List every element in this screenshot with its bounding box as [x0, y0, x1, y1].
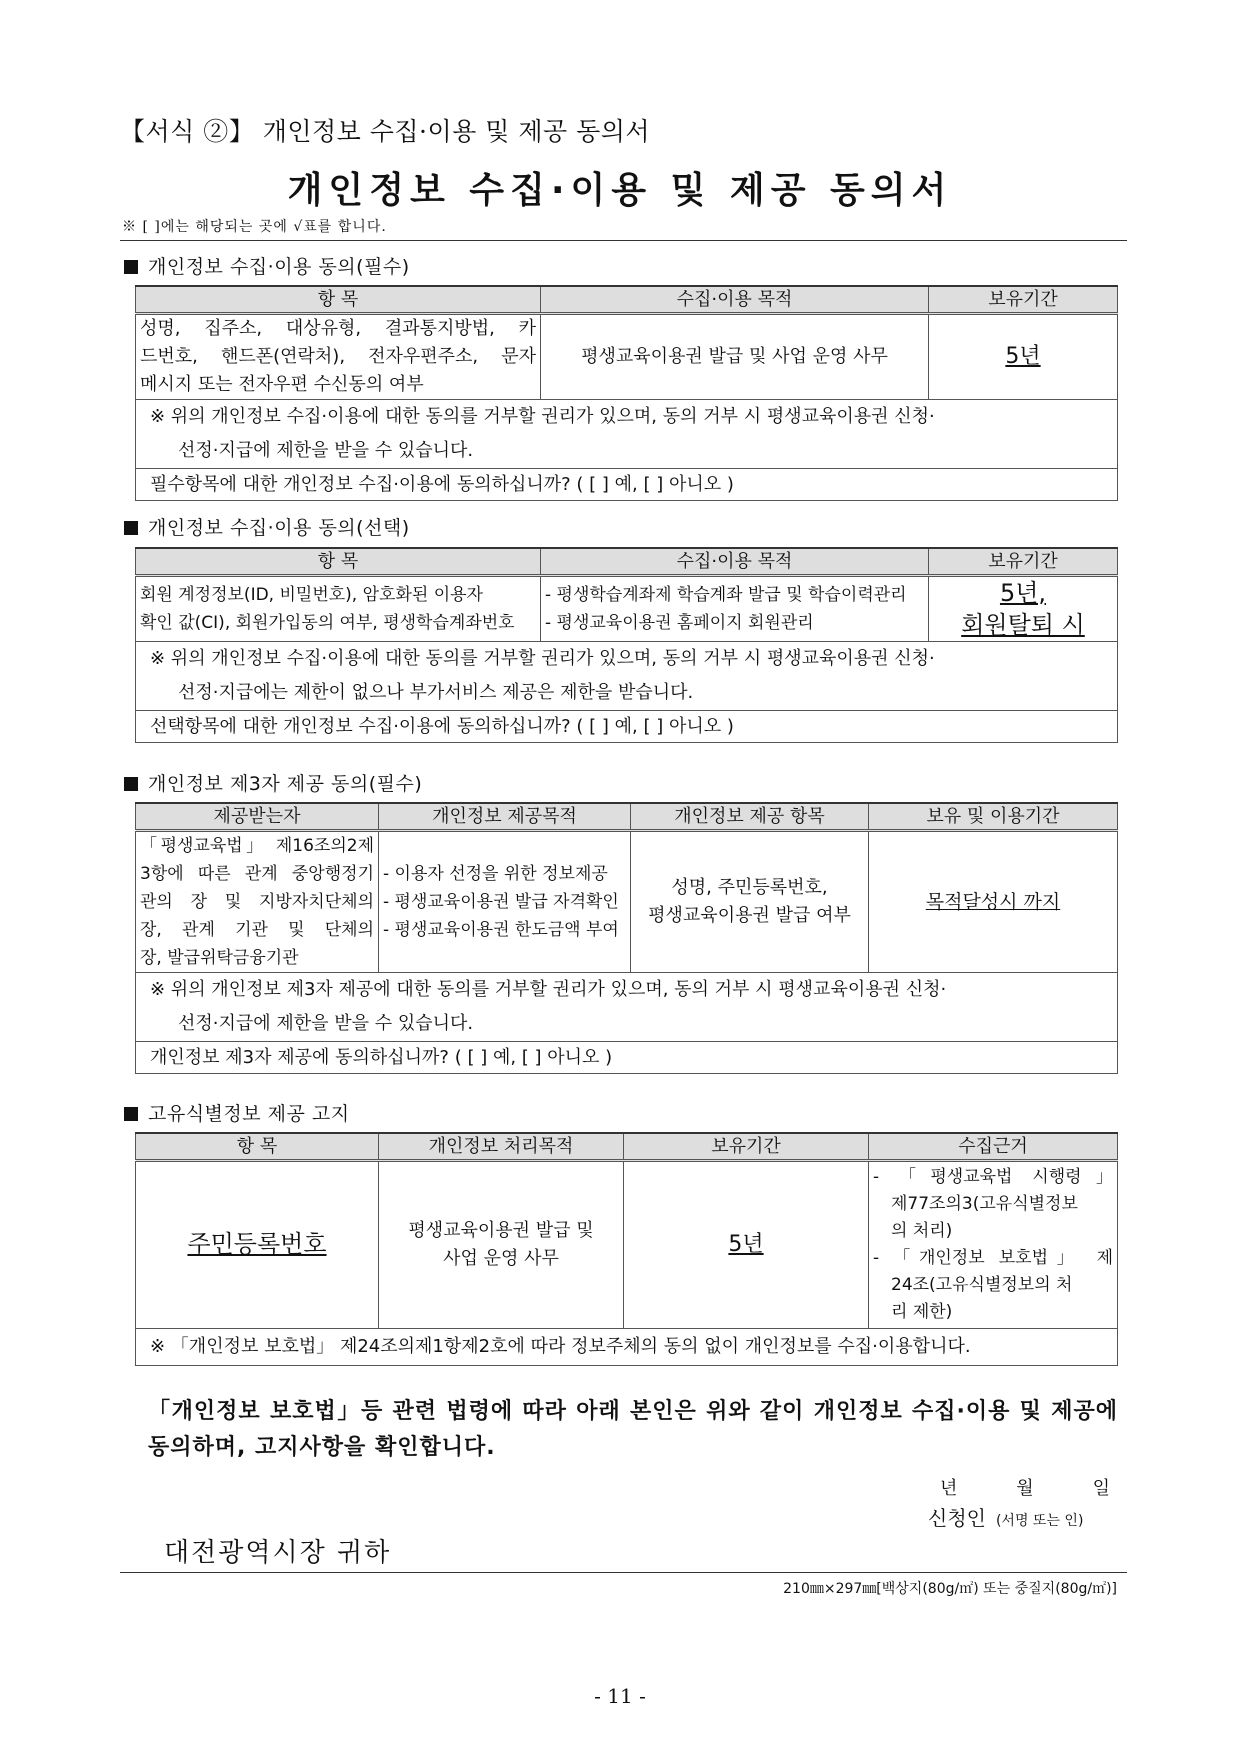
- unique-id-notice-table: [135, 1132, 1118, 1366]
- footer-divider: [120, 1572, 1127, 1573]
- required-collection-table: [135, 285, 1118, 501]
- item-line: 성명, 집주소, 대상유형, 결과통지방법, 카: [140, 318, 536, 339]
- consent-declaration: 「개인정보 보호법」등 관련 법령에 따라 아래 본인은 위와 같이 개인정보 수집·이용 및 제공에 동의하며, 고지사항을 확인합니다.: [148, 1399, 1118, 1460]
- paper-specification: 210㎜×297㎜[백상지(80g/㎡) 또는 중질지(80g/㎡)]: [783, 1581, 1117, 1597]
- notice-line: 선정·지급에 제한을 받을 수 있습니다.: [178, 1013, 474, 1034]
- col-header-period: 보유기간: [929, 286, 1118, 314]
- notice-line: 선정·지급에 제한을 받을 수 있습니다.: [178, 440, 474, 461]
- notice-line: ※ 위의 개인정보 수집·이용에 대한 동의를 거부할 권리가 있으며, 동의 거부 시 평생교육이용권 신청·: [150, 648, 935, 669]
- recipient-line: 장, 발급위탁금융기관: [140, 948, 299, 968]
- page-number: - 11 -: [594, 1684, 646, 1708]
- applicant-label: 신청인: [928, 1506, 986, 1530]
- item-line: 드번호, 핸드폰(연락처), 전자우편주소, 문자: [140, 346, 536, 367]
- collected-items-cell: [136, 576, 541, 642]
- item-line: 확인 값(CI), 회원가입동의 여부, 평생학습계좌번호: [140, 613, 515, 633]
- refusal-notice: [136, 973, 1118, 1042]
- basis-line: 제77조의3(고유식별정보: [891, 1194, 1078, 1214]
- col-header-recipient: 제공받는자: [136, 803, 379, 831]
- section-heading-required-collection: [124, 252, 410, 279]
- applicant-signature-line[interactable]: [928, 1502, 1083, 1531]
- purpose-cell: [379, 831, 631, 973]
- section-heading-text: 개인정보 제3자 제공 동의(필수): [148, 773, 423, 795]
- col-header-purpose: 개인정보 처리목적: [379, 1133, 624, 1161]
- col-header-purpose: 수집·이용 목적: [541, 286, 929, 314]
- square-bullet-icon: [124, 1107, 138, 1121]
- notice-line: 선정·지급에는 제한이 없으나 부가서비스 제공은 제한을 받습니다.: [178, 682, 694, 703]
- recipient-line: 관의 장 및 지방자치단체의: [140, 892, 374, 912]
- purpose-cell: [541, 576, 929, 642]
- recipient-line: 3항에 따른 관계 중앙행정기: [140, 864, 374, 884]
- recipient-line: 「평생교육법」 제16조의2제: [140, 836, 374, 856]
- refusal-notice: [136, 642, 1118, 711]
- col-header-item: 항 목: [136, 1133, 379, 1161]
- basis-line: - 「평생교육법 시행령」: [873, 1167, 1113, 1187]
- date-fields: [940, 1474, 1110, 1500]
- year-label[interactable]: 년: [940, 1478, 958, 1499]
- section-heading-text: 고유식별정보 제공 고지: [148, 1103, 350, 1125]
- section-heading-third-party: [124, 769, 422, 796]
- recipient-cell: [136, 831, 379, 973]
- recipient-line: 장, 관계 기관 및 단체의: [140, 920, 374, 940]
- section-heading-text: 개인정보 수집·이용 동의(필수): [148, 256, 410, 278]
- unique-id-item: 주민등록번호: [187, 1229, 327, 1258]
- optional-collection-table: [135, 547, 1118, 743]
- retention-period: 목적달성시 까지: [925, 890, 1061, 913]
- basis-line: 24조(고유식별정보의 처: [891, 1275, 1073, 1295]
- consent-question-third-party[interactable]: 개인정보 제3자 제공에 동의하십니까? ( [ ] 예, [ ] 아니오 ): [136, 1042, 1118, 1074]
- purpose-cell: [379, 1161, 624, 1329]
- signature-hint: (서명 또는 인): [995, 1513, 1084, 1529]
- col-header-items: 개인정보 제공 항목: [631, 803, 869, 831]
- basis-line: 리 제한): [891, 1302, 953, 1322]
- purpose-cell: 평생교육이용권 발급 및 사업 운영 사무: [541, 314, 929, 400]
- basis-line: 의 처리): [891, 1221, 953, 1241]
- purpose-line: - 평생교육이용권 한도금액 부여: [383, 920, 619, 940]
- form-label: 【서식 ②】 개인정보 수집·이용 및 제공 동의서: [120, 117, 651, 146]
- day-label[interactable]: 일: [1092, 1478, 1110, 1499]
- document-title: 개인정보 수집·이용 및 제공 동의서: [287, 170, 953, 211]
- col-header-period: 보유기간: [929, 548, 1118, 576]
- item-line: 메시지 또는 전자우편 수신동의 여부: [140, 374, 424, 395]
- col-header-item: 항 목: [136, 548, 541, 576]
- header-divider: [120, 240, 1127, 241]
- consent-question-required[interactable]: 필수항목에 대한 개인정보 수집·이용에 동의하십니까? ( [ ] 예, [ ] 아니오 ): [136, 469, 1118, 501]
- collected-items-cell: [136, 314, 541, 400]
- basis-line: - 「개인정보 보호법」 제: [873, 1248, 1113, 1268]
- purpose-line: - 평생교육이용권 발급 자격확인: [383, 892, 619, 912]
- retention-period: 5년: [1005, 343, 1041, 369]
- retention-period: 5년: [728, 1231, 764, 1257]
- purpose-line: - 평생학습계좌제 학습계좌 발급 및 학습이력관리: [545, 585, 907, 605]
- col-header-purpose: 수집·이용 목적: [541, 548, 929, 576]
- legal-basis-cell: [869, 1161, 1118, 1329]
- square-bullet-icon: [124, 260, 138, 274]
- retention-period-cell: [624, 1161, 869, 1329]
- section-heading-optional-collection: [124, 513, 410, 540]
- section-heading-unique-id-notice: [124, 1099, 350, 1126]
- item-cell: [136, 1161, 379, 1329]
- purpose-line: 평생교육이용권 발급 및: [408, 1220, 594, 1241]
- provided-items-cell: [631, 831, 869, 973]
- retention-period: 5년,: [999, 579, 1047, 607]
- legal-notice: ※ 「개인정보 보호법」 제24조의제1항제2호에 따라 정보주체의 동의 없이 개인정보를 수집·이용합니다.: [136, 1329, 1118, 1366]
- col-header-period: 보유기간: [624, 1133, 869, 1161]
- notice-line: ※ 위의 개인정보 제3자 제공에 대한 동의를 거부할 권리가 있으며, 동의 거부 시 평생교육이용권 신청·: [150, 979, 947, 1000]
- retention-period-cell: [929, 314, 1118, 400]
- notice-line: ※ 위의 개인정보 수집·이용에 대한 동의를 거부할 권리가 있으며, 동의 거부 시 평생교육이용권 신청·: [150, 406, 935, 427]
- month-label[interactable]: 월: [1016, 1478, 1034, 1499]
- retention-period-cell: [869, 831, 1118, 973]
- addressee: 대전광역시장 귀하: [164, 1538, 392, 1568]
- retention-period: 회원탈퇴 시: [961, 611, 1085, 639]
- square-bullet-icon: [124, 521, 138, 535]
- check-instruction: ※ [ ]에는 해당되는 곳에 √표를 합니다.: [122, 219, 387, 235]
- col-header-item: 항 목: [136, 286, 541, 314]
- consent-question-optional[interactable]: 선택항목에 대한 개인정보 수집·이용에 동의하십니까? ( [ ] 예, [ ] 아니오 ): [136, 711, 1118, 743]
- square-bullet-icon: [124, 777, 138, 791]
- retention-period-cell: [929, 576, 1118, 642]
- purpose-line: - 이용자 선정을 위한 정보제공: [383, 864, 608, 884]
- provided-item-line: 평생교육이용권 발급 여부: [648, 905, 851, 926]
- third-party-provision-table: [135, 802, 1118, 1074]
- col-header-basis: 수집근거: [869, 1133, 1118, 1161]
- provided-item-line: 성명, 주민등록번호,: [671, 877, 828, 898]
- purpose-line: - 평생교육이용권 홈페이지 회원관리: [545, 613, 814, 633]
- col-header-purpose: 개인정보 제공목적: [379, 803, 631, 831]
- purpose-line: 사업 운영 사무: [443, 1248, 559, 1269]
- item-line: 회원 계정정보(ID, 비밀번호), 암호화된 이용자: [140, 585, 483, 605]
- section-heading-text: 개인정보 수집·이용 동의(선택): [148, 517, 410, 539]
- col-header-period: 보유 및 이용기간: [869, 803, 1118, 831]
- refusal-notice: [136, 400, 1118, 469]
